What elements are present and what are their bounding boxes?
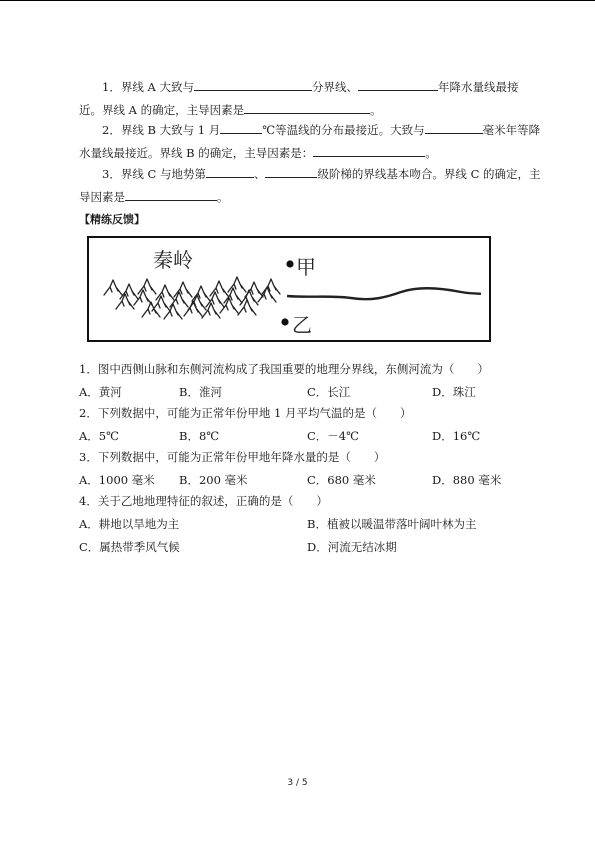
fill-item-3 [79,163,541,209]
item-number: 1． [102,80,121,94]
option-d[interactable]: D．河流无结冰期 [307,540,397,554]
question-1-stem: 1．图中西侧山脉和东侧河流构成了我国重要的地理分界线，东侧河流为（ ） [79,362,489,376]
section-heading: 【精练反馈】 [79,213,145,226]
point-yi-marker [281,318,288,325]
option-b[interactable]: B．植被以暖温带落叶阔叶林为主 [307,517,477,531]
mountain-label: 秦岭 [153,248,193,272]
mountain-peak [210,281,228,296]
answer-blank[interactable] [194,78,312,91]
fill-item-1 [79,76,541,122]
item-text: 毫米年等降水量线最接近。界线 B 的确定，主导因素是： [79,123,541,160]
item-number: 3． [102,167,121,181]
mountain-range-icon [104,277,280,319]
mountain-peak [174,282,192,297]
option-c[interactable]: C．680 毫米 [307,473,376,487]
answer-blank[interactable] [206,165,254,178]
option-b[interactable]: B．8℃ [179,429,220,443]
mountain-peak [138,279,156,294]
mountain-peak [224,288,242,303]
answer-blank[interactable] [313,144,425,157]
question-4-stem: 4．关于乙地地理特征的叙述，正确的是（ ） [79,494,328,508]
item-text: ℃等温线的分布最接近。大致与 [262,123,425,137]
point-jia-label: 甲 [296,255,316,279]
option-c[interactable]: C．属热带季风气候 [79,540,180,554]
answer-blank[interactable] [358,78,438,91]
item-text: 界线 B 大致与 1 月 [120,123,221,137]
item-text: 级阶梯的界线基本吻合。界线 C 的确定，主导因素是 [79,167,541,204]
river-line [287,288,481,299]
answer-blank[interactable] [244,101,370,114]
item-text: 。 [425,146,437,160]
option-a[interactable]: A．耕地以旱地为主 [79,517,180,531]
question-2-stem: 2．下列数据中，可能为正常年份甲地 1 月平均气温的是（ ） [79,406,412,420]
option-d[interactable]: D．880 毫米 [432,473,502,487]
question-3-stem: 3．下列数据中，可能为正常年份甲地年降水量的是（ ） [79,450,386,464]
option-d[interactable]: D．16℃ [432,429,481,443]
mountain-peak [245,282,263,297]
item-text: 分界线、 [311,80,358,94]
option-b[interactable]: B．淮河 [179,385,222,399]
mountain-peak [202,303,220,318]
answer-blank[interactable] [125,188,217,201]
option-b[interactable]: B．200 毫米 [179,473,248,487]
item-text: 。 [370,103,382,117]
mountain-peak [104,280,122,295]
item-text: 界线 A 大致与 [120,80,194,94]
mountain-peak [152,296,170,311]
mountain-peak [120,284,138,299]
item-text: 年降水量线最接近。界线 A 的确定，主导因素是 [79,80,519,117]
option-c[interactable]: C．－4℃ [307,429,359,443]
item-text: 。 [217,190,229,204]
page-number: 3 / 5 [287,778,308,788]
mountain-peak [116,294,134,309]
mountain-peak [228,277,246,292]
fill-item-2 [79,119,541,165]
point-jia-marker [286,260,293,267]
item-number: 2． [102,123,121,137]
option-d[interactable]: D．珠江 [432,385,476,399]
option-a[interactable]: A．黄河 [79,385,122,399]
map-figure [87,236,491,342]
mountain-peak [156,285,174,300]
top-rule [0,0,595,1]
option-a[interactable]: A．5℃ [79,429,119,443]
point-yi-label: 乙 [292,313,312,337]
answer-blank[interactable] [220,121,262,134]
map-drawing [89,238,489,340]
option-a[interactable]: A．1000 毫米 [79,473,155,487]
option-c[interactable]: C．长江 [307,385,351,399]
answer-blank[interactable] [425,121,483,134]
item-text: 界线 C 与地势第 [120,167,206,181]
answer-blank[interactable] [265,165,317,178]
item-text: 、 [253,167,266,181]
